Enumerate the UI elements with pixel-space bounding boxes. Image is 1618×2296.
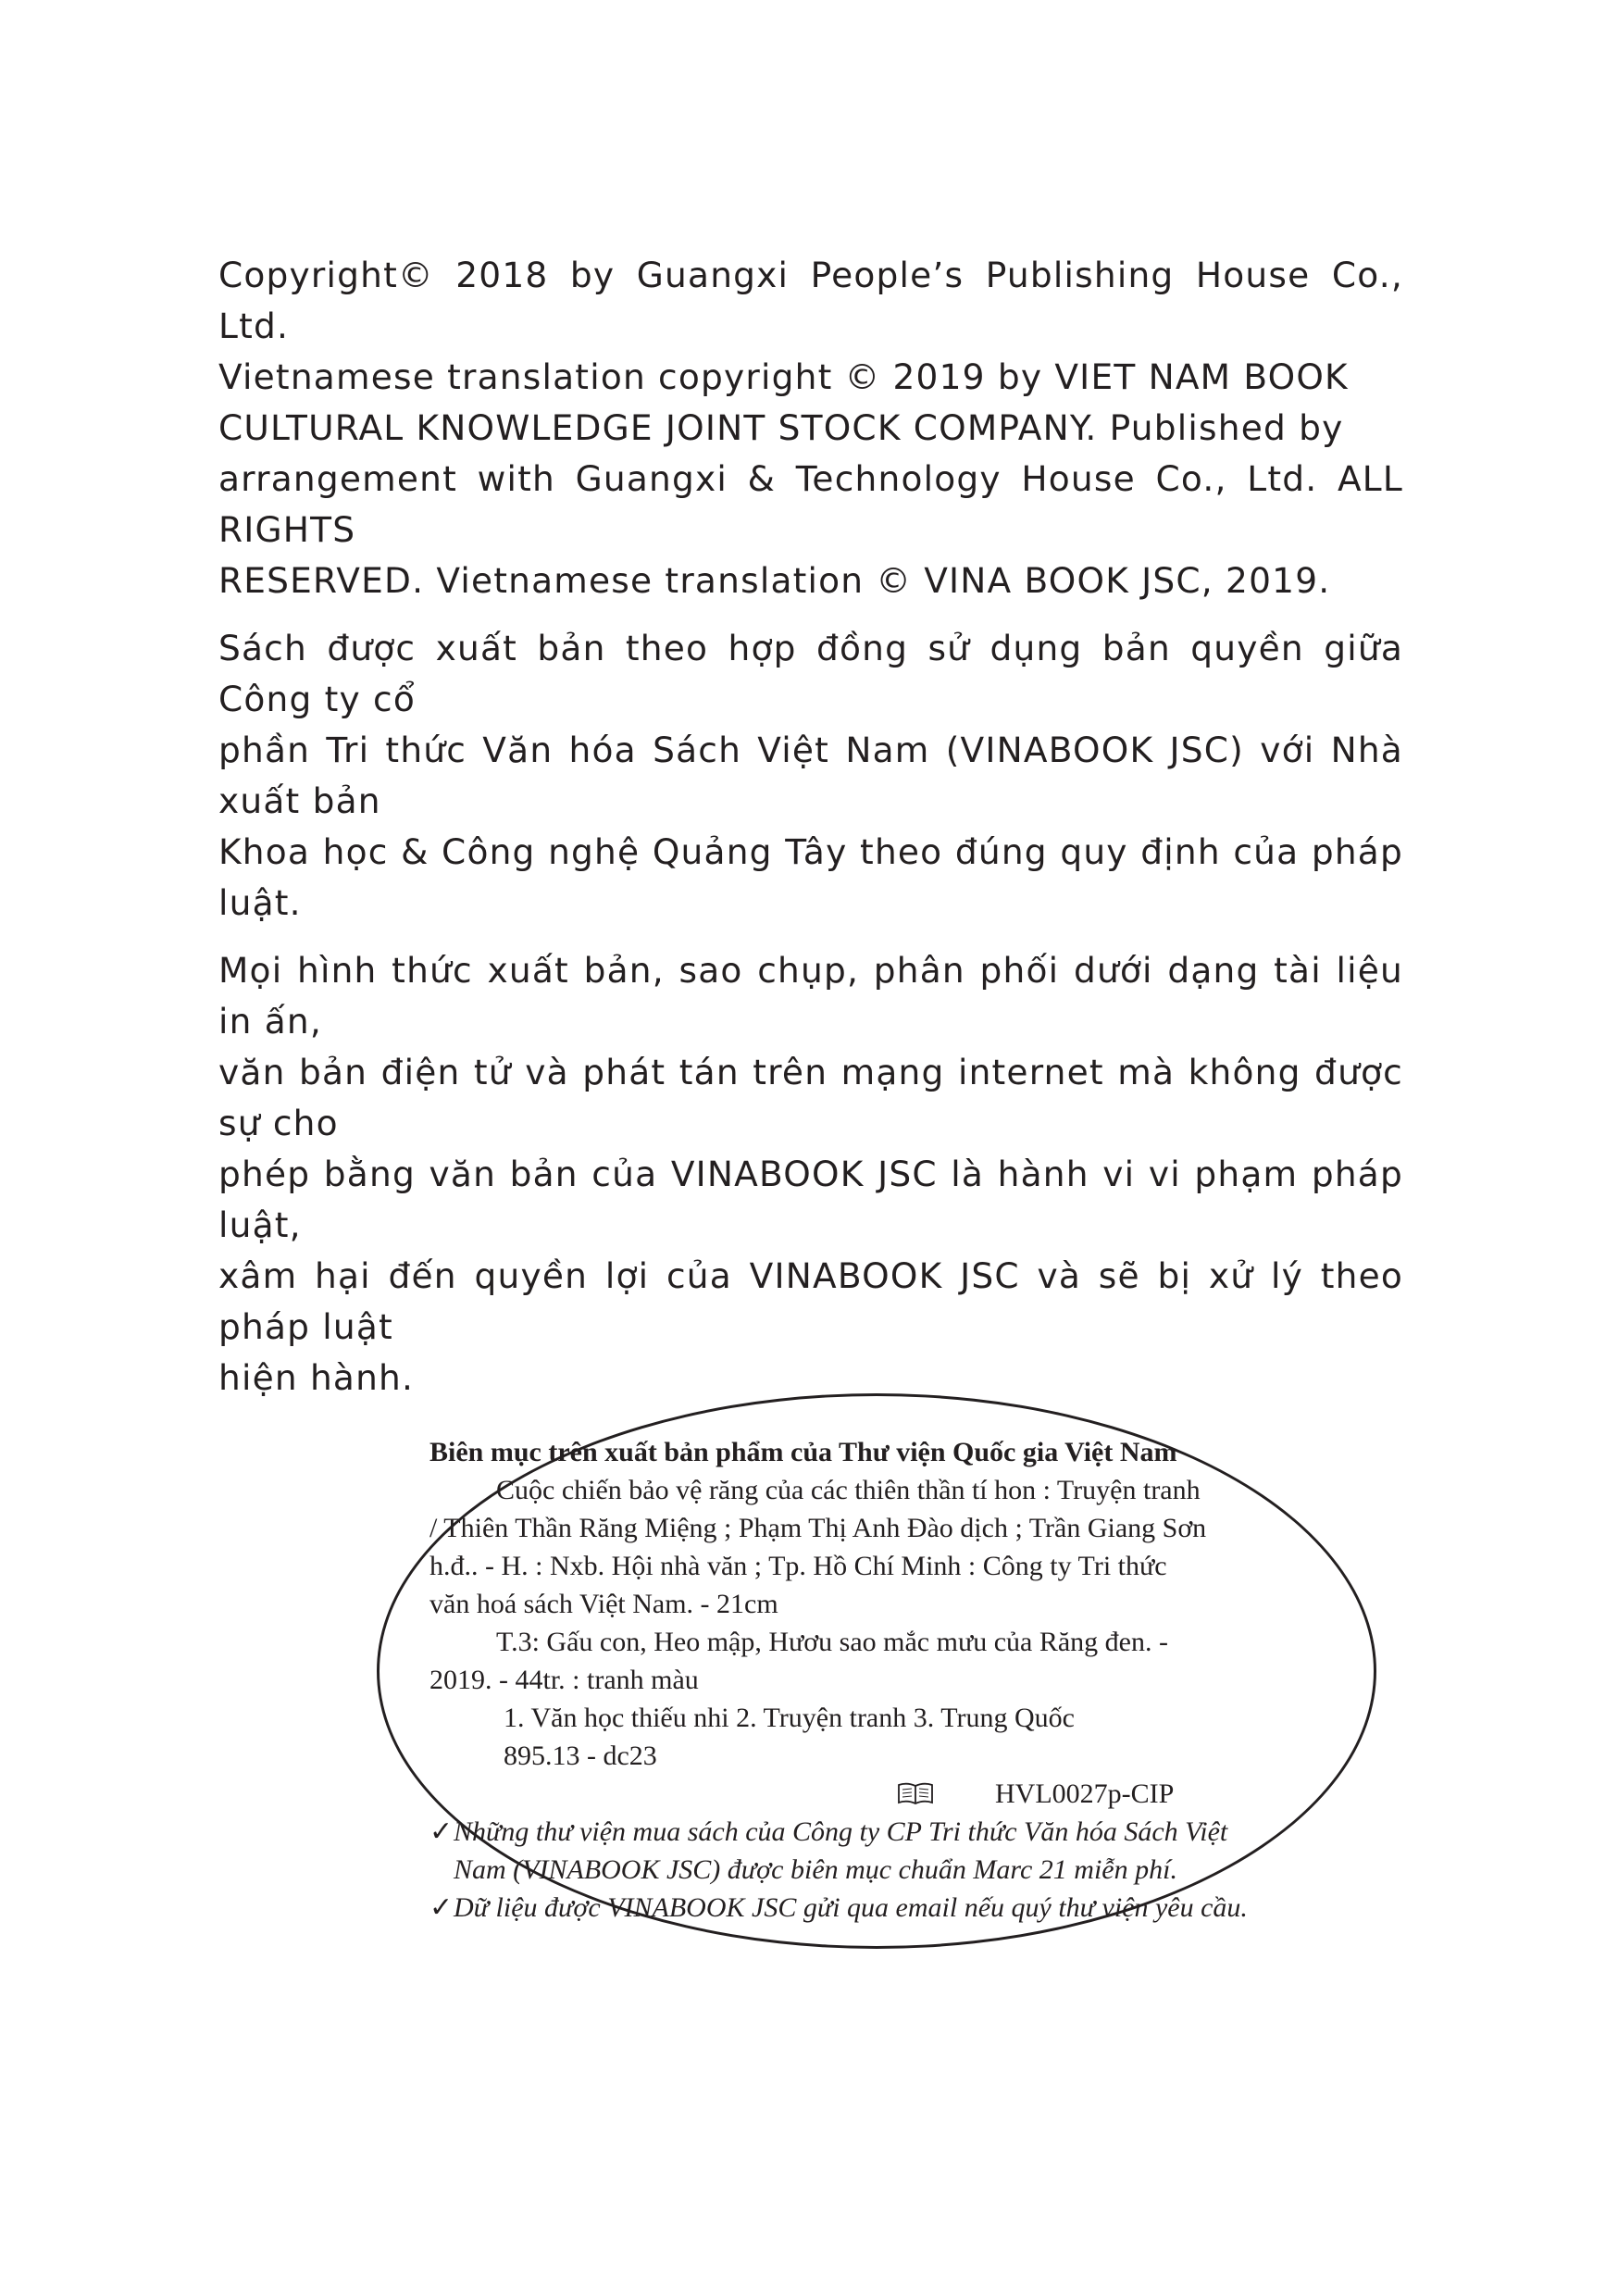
cip-volume-line: 2019. - 44tr. : tranh màu <box>429 1665 699 1695</box>
cip-entry-line: / Thiên Thần Răng Miệng ; Phạm Thị Anh Đào dịch ; Trần Giang Sơn <box>429 1513 1207 1543</box>
cip-record-code-line <box>429 1775 1244 1813</box>
text-line: văn bản điện tử và phát tán trên mạng internet mà không được sự cho <box>218 1052 1403 1143</box>
cip-record-code: HVL0027p-CIP <box>995 1778 1175 1809</box>
cip-note-text: Những thư viện mua sách của Công ty CP Tri thức Văn hóa Sách Việt <box>454 1816 1228 1847</box>
text-line: hiện hành. <box>218 1357 415 1398</box>
cip-classification: 895.13 - dc23 <box>504 1741 657 1771</box>
cip-subjects: 1. Văn học thiếu nhi 2. Truyện tranh 3. Trung Quốc <box>504 1703 1075 1733</box>
cip-note-text: Dữ liệu được VINABOOK JSC gửi qua email nếu quý thư viện yêu cầu. <box>454 1892 1248 1923</box>
cip-note <box>429 1813 1244 1851</box>
cip-heading: Biên mục trên xuất bản phẩm của Thư viện Quốc gia Việt Nam <box>429 1437 1177 1467</box>
cip-volume-line: T.3: Gấu con, Heo mập, Hươu sao mắc mưu của Răng đen. - <box>496 1627 1168 1657</box>
cip-entry-line: văn hoá sách Việt Nam. - 21cm <box>429 1589 778 1619</box>
rights-warning-paragraph <box>218 945 1403 1404</box>
text-line: Vietnamese translation copyright © 2019 by VIET NAM BOOK <box>218 356 1349 397</box>
cip-note-continuation: Nam (VINABOOK JSC) được biên mục chuẩn Marc 21 miễn phí. <box>454 1854 1177 1885</box>
cip-catalog-record <box>429 1433 1248 1927</box>
check-mark-icon: ✓ <box>429 1892 454 1923</box>
text-line: Khoa học & Công nghệ Quảng Tây theo đúng quy định của pháp luật. <box>218 831 1403 923</box>
text-line: CULTURAL KNOWLEDGE JOINT STOCK COMPANY. Published by <box>218 407 1344 448</box>
cip-entry-line: Cuộc chiến bảo vệ răng của các thiên thần tí hon : Truyện tranh <box>496 1475 1201 1505</box>
text-line: Mọi hình thức xuất bản, sao chụp, phân phối dưới dạng tài liệu in ấn, <box>218 950 1403 1042</box>
text-line: Copyright© 2018 by Guangxi People’s Publishing House Co., Ltd. <box>218 255 1403 346</box>
text-line: Sách được xuất bản theo hợp đồng sử dụng bản quyền giữa Công ty cổ <box>218 628 1403 719</box>
open-book-icon <box>897 1781 934 1805</box>
text-line: RESERVED. Vietnamese translation © VINA BOOK JSC, 2019. <box>218 560 1331 601</box>
text-line: arrangement with Guangxi & Technology House Co., Ltd. ALL RIGHTS <box>218 458 1403 550</box>
check-mark-icon: ✓ <box>429 1816 454 1847</box>
english-copyright-paragraph <box>218 250 1403 606</box>
cip-entry-line: h.đ.. - H. : Nxb. Hội nhà văn ; Tp. Hồ Chí Minh : Công ty Tri thức <box>429 1551 1167 1581</box>
license-paragraph <box>218 623 1403 929</box>
text-line: phép bằng văn bản của VINABOOK JSC là hành vi vi phạm pháp luật, <box>218 1154 1403 1245</box>
cip-note <box>429 1889 1248 1927</box>
copyright-notice <box>218 250 1403 1420</box>
text-line: phần Tri thức Văn hóa Sách Việt Nam (VINABOOK JSC) với Nhà xuất bản <box>218 730 1403 821</box>
text-line: xâm hại đến quyền lợi của VINABOOK JSC và sẽ bị xử lý theo pháp luật <box>218 1255 1403 1347</box>
